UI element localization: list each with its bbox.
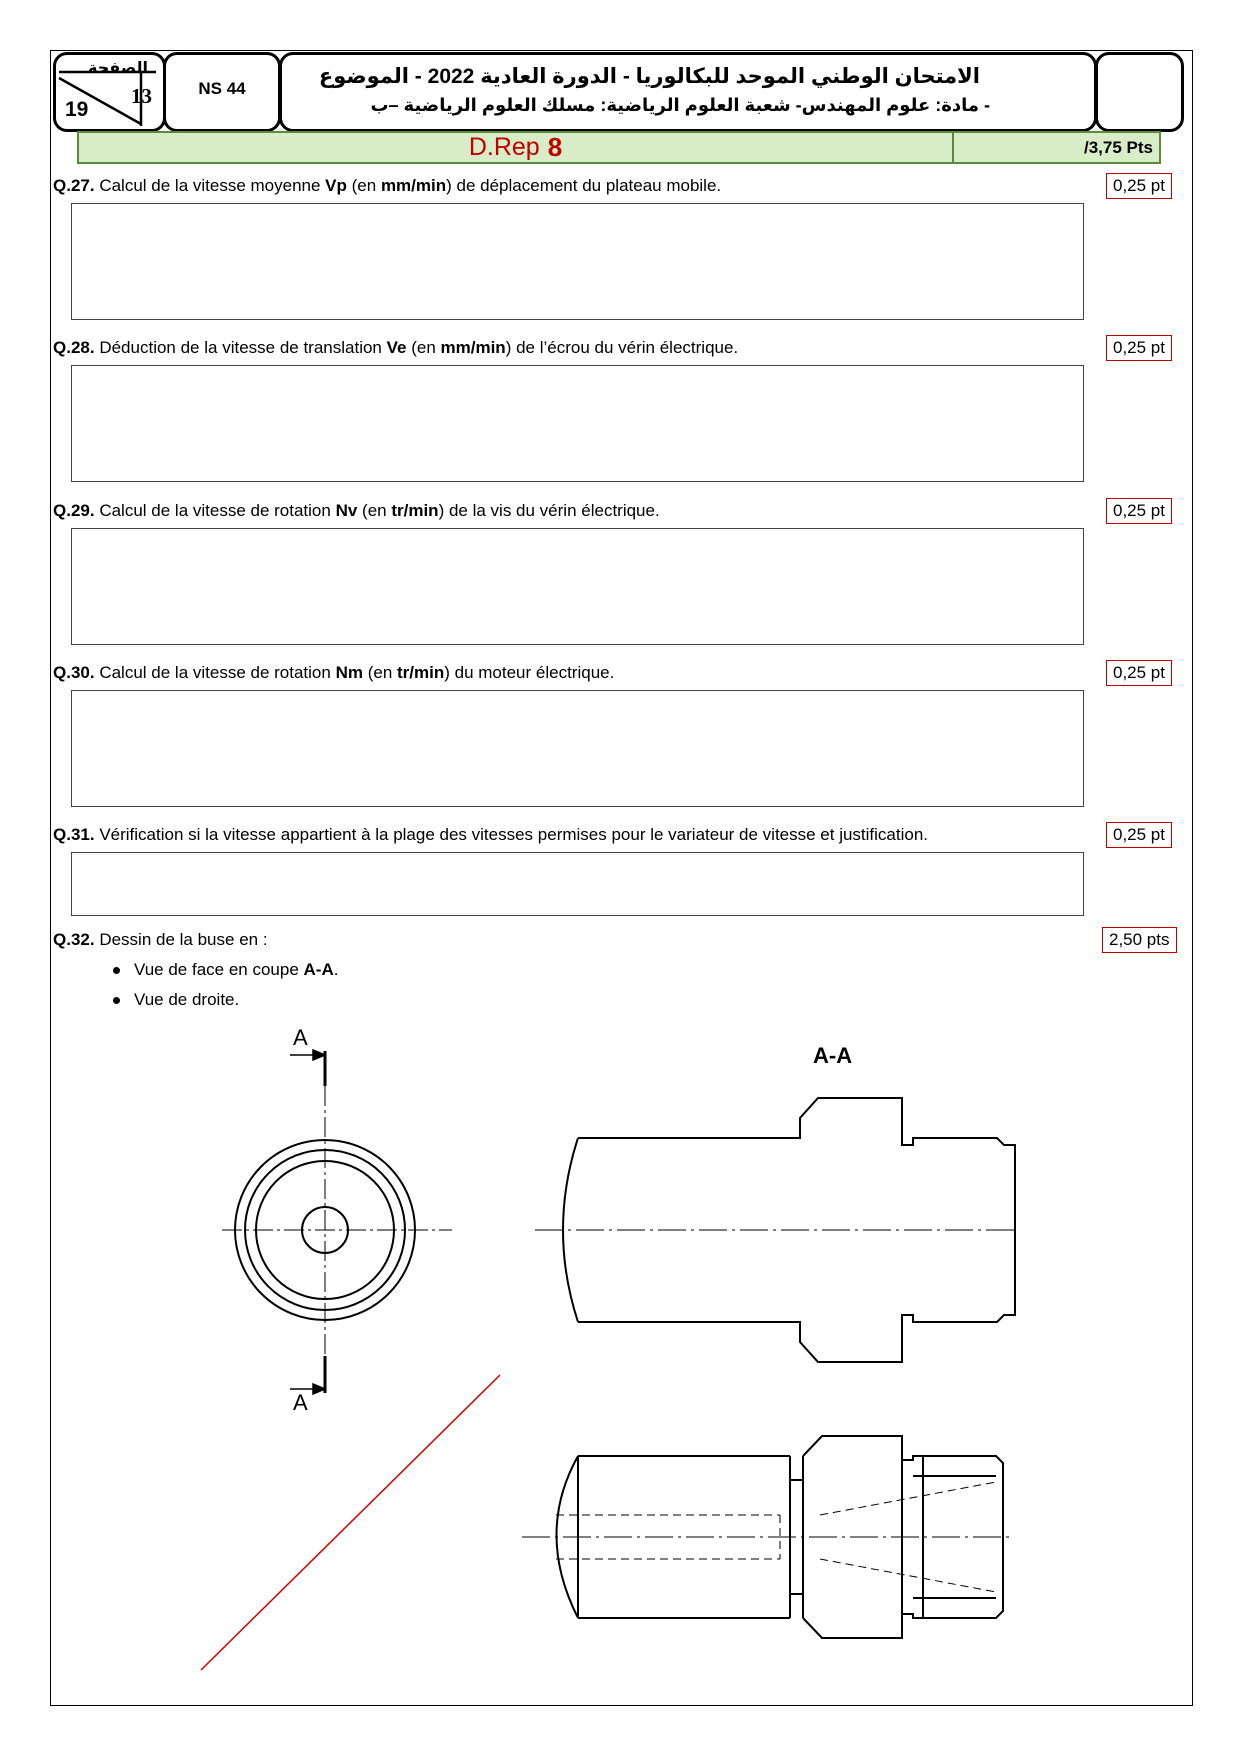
text-run: Nv	[335, 501, 358, 520]
cutting-plane-marks	[290, 1025, 325, 1415]
text-run: ) de l’écrou du vérin électrique.	[505, 338, 739, 357]
total-points: /3,75 Pts	[1084, 137, 1153, 157]
text-run: ) du moteur électrique.	[444, 663, 615, 682]
text-run: (en	[346, 176, 381, 195]
question-28: Q.28. Déduction de la vitesse de translation Ve (en mm/min) de l’écrou du vérin électrique.	[53, 338, 739, 357]
text-run: mm/min	[380, 176, 447, 195]
text-run: Calcul de la vitesse de rotation	[99, 663, 336, 682]
question-30-points: 0,25 pt	[1106, 660, 1172, 686]
exam-title: الامتحان الوطني الموحد للبكالوريا - الدورة العادية 2022 - الموضوع	[318, 65, 980, 88]
text-run: (en	[357, 501, 392, 520]
text-run: Calcul de la vitesse moyenne	[99, 176, 326, 195]
question-32-points: 2,50 pts	[1102, 927, 1177, 953]
text-run: .	[333, 960, 339, 979]
section-view-outline	[535, 1098, 1015, 1362]
page-total: 19	[65, 98, 89, 121]
text-run: Vérification si la vitesse appartient à la plage des vitesses permises pour le variateur de vitesse et justification.	[99, 825, 929, 844]
construction-line-45	[201, 1375, 500, 1670]
question-31: Q.31. Vérification si la vitesse appartient à la plage des vitesses permises pour le variateur de vitesse et justification.	[53, 825, 929, 844]
text-run: Déduction de la vitesse de translation	[99, 338, 387, 357]
cut-letter-top: A	[293, 1025, 308, 1050]
exam-code: NS 44	[198, 79, 246, 98]
text-run: Ve	[386, 338, 407, 357]
text-run: Calcul de la vitesse de rotation	[99, 501, 336, 520]
question-29-points: 0,25 pt	[1106, 498, 1172, 524]
question-32: Q.32. Dessin de la buse en :	[53, 930, 268, 949]
text-run: ) de la vis du vérin électrique.	[438, 501, 660, 520]
document-prefix: D.Rep	[468, 133, 540, 161]
question-27-points: 0,25 pt	[1106, 173, 1172, 199]
cut-letter-bottom: A	[293, 1390, 308, 1415]
section-label: A-A	[813, 1043, 853, 1068]
text-run: Dessin de la buse en :	[99, 930, 268, 949]
question-27: Q.27. Calcul de la vitesse moyenne Vp (en mm/min) de déplacement du plateau mobile.	[53, 176, 722, 195]
text-run: tr/min	[391, 501, 439, 520]
question-28-points: 0,25 pt	[1106, 335, 1172, 361]
document-number: 8	[547, 132, 563, 162]
question-29: Q.29. Calcul de la vitesse de rotation Nv (en tr/min) de la vis du vérin électrique.	[53, 501, 660, 520]
text-run: (en	[406, 338, 441, 357]
text-run: Vp	[325, 176, 347, 195]
left-view-circles	[222, 1086, 452, 1356]
text-run: mm/min	[440, 338, 506, 357]
page-label: الصفحة	[88, 60, 149, 77]
text-run: A-A	[303, 960, 334, 979]
question-30: Q.30. Calcul de la vitesse de rotation Nm (en tr/min) du moteur électrique.	[53, 663, 615, 682]
text-run: Nm	[335, 663, 363, 682]
text-run: Vue de droite.	[134, 990, 240, 1009]
text-run: (en	[362, 663, 398, 682]
external-view-outline	[522, 1436, 1010, 1638]
text-run: ) de déplacement du plateau mobile.	[446, 176, 722, 195]
page-number: 13	[131, 84, 152, 108]
text-run: Vue de face en coupe	[134, 960, 304, 979]
text-run: tr/min	[397, 663, 445, 682]
exam-subtitle: - مادة: علوم المهندس- شعبة العلوم الرياضية: مسلك العلوم الرياضية –ب	[370, 95, 990, 115]
question-31-points: 0,25 pt	[1106, 822, 1172, 848]
